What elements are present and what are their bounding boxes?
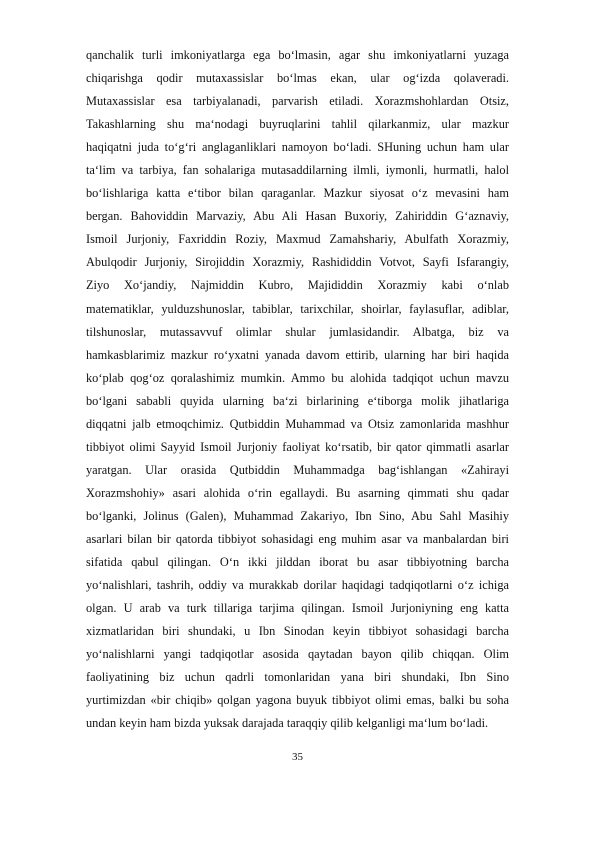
body-paragraph [86, 44, 509, 735]
text-line: yo‘nalishlarni yangi tadqiqotlar asosida qaytadan bayon qilib chiqqan. Olim [86, 647, 509, 662]
text-line: Mutaxassislar esa tarbiyalanadi, parvarish etiladi. Xorazmshohlardan Otsiz, [86, 94, 509, 109]
text-line: yaratgan. Ular orasida Qutbiddin Muhammadga bag‘ishlangan «Zahirayi [86, 462, 509, 477]
text-line: ta‘lim va tarbiya, fan sohalariga mutasaddilarning ilmli, iymonli, hurmatli, halol [86, 163, 509, 178]
text-line: qanchalik turli imkoniyatlarga ega bo‘lmasin, agar shu imkoniyatlarni yuzaga [86, 48, 509, 62]
text-line: undan keyin ham bizda yuksak darajada taraqqiy qilib kelganligi ma‘lum bo‘ladi. [86, 716, 489, 731]
text-line: haqiqatni juda to‘g‘ri anglaganliklari namoyon bo‘ladi. SHuning uchun ham ular [86, 140, 509, 155]
text-line: Ziyo Xo‘jandiy, Najmiddin Kubro, Majididdin Xorazmiy kabi o‘nlab [86, 278, 509, 293]
text-line: yo‘nalishlari, tashrih, oddiy va murakkab dorilar haqidagi tadqiqotlarni o‘z ichiga [86, 578, 509, 593]
text-line: chiqarishga qodir mutaxassislar bo‘lmas ekan, ular og‘izda qolaveradi. [86, 71, 509, 86]
text-line: bergan. Bahoviddin Marvaziy, Abu Ali Hasan Buxoriy, Zahiriddin G‘aznaviy, [86, 209, 509, 224]
text-line: Abulqodir Jurjoniy, Sirojiddin Xorazmiy, Rashididdin Votvot, Sayfi Isfarangiy, [86, 255, 509, 270]
text-line: tibbiyot olimi Sayyid Ismoil Jurjoniy faoliyat ko‘rsatib, bir qator qimmatli asarlar [86, 439, 509, 454]
text-line: Xorazmshohiy» asari alohida o‘rin egallaydi. Bu asarning qimmati shu qadar [86, 485, 509, 500]
text-line: Ismoil Jurjoniy, Faxriddin Roziy, Maxmud Zamahshariy, Abulfath Xorazmiy, [86, 232, 509, 247]
text-line: hamkasblarimiz mazkur ro‘yxatni yanada davom ettirib, ularning har biri haqida [86, 347, 509, 362]
text-line: bo‘lganki, Jolinus (Galen), Muhammad Zakariyo, Ibn Sino, Abu Sahl Masihiy [86, 508, 509, 523]
text-line: sifatida qabul qilingan. O‘n ikki jilddan iborat bu asar tibbiyotning barcha [86, 555, 509, 570]
text-line: olgan. U arab va turk tillariga tarjima qilingan. Ismoil Jurjoniyning eng katta [86, 601, 509, 616]
text-line: xizmatlaridan biri shundaki, u Ibn Sinodan keyin tibbiyot sohasidagi barcha [86, 624, 509, 639]
text-line: Takashlarning shu ma‘nodagi buyruqlarini tahlil qilarkanmiz, ular mazkur [86, 117, 509, 132]
text-line: tilshunoslar, mutassavvuf olimlar shular jumlasidandir. Albatga, biz va [86, 324, 509, 339]
text-line: diqqatni jalb etmoqchimiz. Qutbiddin Muhammad va Otsiz zamonlarida mashhur [86, 416, 509, 431]
text-line: ko‘plab qog‘oz qoralashimiz mumkin. Ammo bu alohida tadqiqot uchun mavzu [86, 370, 509, 385]
page-number: 35 [292, 751, 303, 763]
text-line: yurtimizdan «bir chiqib» qolgan yagona buyuk tibbiyot olimi emas, balki bu soha [86, 693, 509, 708]
text-line: matematiklar, yulduzshunoslar, tabiblar, tarixchilar, shoirlar, faylasuflar, adiblar, [86, 301, 509, 316]
text-line: faoliyatining biz uchun qadrli tomonlaridan yana biri shundaki, Ibn Sino [86, 670, 509, 685]
text-line: bo‘lishlariga katta e‘tibor bilan qaraganlar. Mazkur siyosat o‘z mevasini ham [86, 186, 509, 201]
text-line: bo‘lgani sababli quyida ularning ba‘zi birlarining e‘tiborga molik jihatlariga [86, 393, 509, 408]
text-line: asarlari bilan bir qatorda tibbiyot sohasidagi eng muhim asar va manbalardan biri [86, 531, 509, 546]
